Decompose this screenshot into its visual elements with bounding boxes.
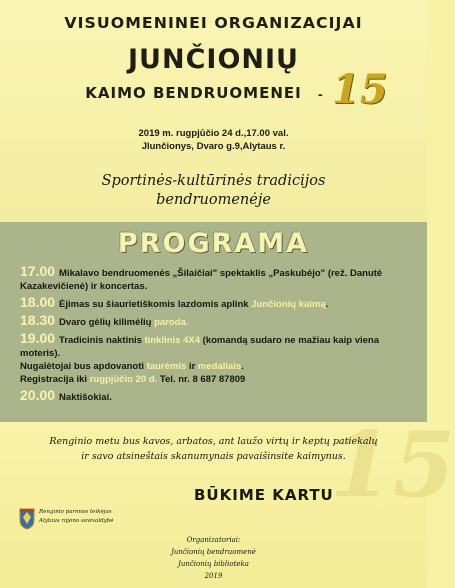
subtitle <box>0 172 427 210</box>
program-item <box>20 389 420 404</box>
awards-end: . <box>241 361 244 372</box>
item-time: 18.30 <box>20 312 56 328</box>
programa-heading: PROGRAMA <box>117 228 310 259</box>
header-line-3: KAIMO BENDRUOMENEI <box>85 84 302 102</box>
item-text-end: . <box>325 299 329 310</box>
sponsor-line-1: Renginio parnnos teikėjas <box>39 509 112 515</box>
event-place: Jlunčionys, Dvaro g.9,Alytaus r. <box>141 141 286 152</box>
awards-cups: taurėmis <box>146 361 187 372</box>
item-highlight: Junčionių kaimą <box>251 299 326 310</box>
organizers-heading: Organizatoriai: <box>186 536 241 544</box>
program-item <box>20 314 420 329</box>
note-line-1: Renginio metu bus kavos, arbatos, ant laužo virtų ir keptų patiekalų <box>49 436 378 447</box>
watermark-15: 15 <box>330 412 455 518</box>
event-info <box>0 127 427 153</box>
item-text: Dvaro gėlių kilimėlių <box>59 317 155 328</box>
header-village-name: JUNČIONIŲ <box>128 44 299 75</box>
program-item <box>20 265 420 293</box>
item-time: 20.00 <box>20 387 56 403</box>
item-text: Mikalavo bendruomenės „Šilaičiai" spektaklis „Paskubėjo" (rež. Danutė Kazakevičienė) ir koncertas. <box>20 268 383 292</box>
slogan: BŪKIME KARTU <box>194 486 334 504</box>
awards-medals: medaliais <box>197 361 242 372</box>
program-item <box>20 296 420 311</box>
header-line-1: VISUOMENINEI ORGANIZACIJAI <box>64 14 363 32</box>
registration-text: Registracija iki <box>20 374 90 385</box>
refreshment-note <box>0 434 427 464</box>
item-text-end: (komandą sudaro ne mažiau kaip viena moteris). <box>20 335 379 359</box>
awards-line <box>20 360 420 373</box>
event-date: 2019 m. rugpjūčio 24 d.,17.00 val. <box>138 128 289 139</box>
registration-line <box>20 373 420 386</box>
item-time: 18.00 <box>20 294 56 310</box>
sponsor-text <box>39 508 113 526</box>
item-text: Naktišokiai. <box>59 392 112 403</box>
item-time: 17.00 <box>20 263 56 279</box>
organizer-1: Junčionių bendruomenė <box>171 548 256 556</box>
item-highlight: tinklinis 4X4 <box>144 335 201 346</box>
sponsor-line-2: Alytaus rajono savivaldybė <box>39 518 114 524</box>
registration-date: rugpjūčio 20 d. <box>89 374 158 385</box>
program-item <box>20 332 420 360</box>
item-text: Ėjimas su šiaurietiškomis lazdomis aplink <box>59 299 252 310</box>
awards-and: ir <box>186 361 198 372</box>
coat-of-arms-icon <box>19 508 35 530</box>
header-dash: - <box>318 86 323 102</box>
organizers <box>0 534 427 582</box>
note-line-2: ir savo atsineštais skanumynais pavaišinsite kaimynus. <box>81 451 346 462</box>
awards-text: Nugalėtojai bus apdovanoti <box>20 361 147 372</box>
item-time: 19.00 <box>20 330 56 346</box>
anniversary-number: 15 <box>332 66 388 113</box>
item-highlight: paroda. <box>154 317 189 328</box>
item-text: Tradicinis naktinis <box>59 335 145 346</box>
subtitle-line-2: bendruomenėje <box>156 192 271 208</box>
program-list <box>20 265 420 407</box>
organizer-2: Junčionių biblioteka <box>178 560 249 568</box>
registration-phone: Tel. nr. 8 687 87809 <box>157 374 246 385</box>
subtitle-line-1: Sportinės-kultūrinės tradicijos <box>101 173 326 189</box>
organizers-year: 2019 <box>204 572 223 580</box>
